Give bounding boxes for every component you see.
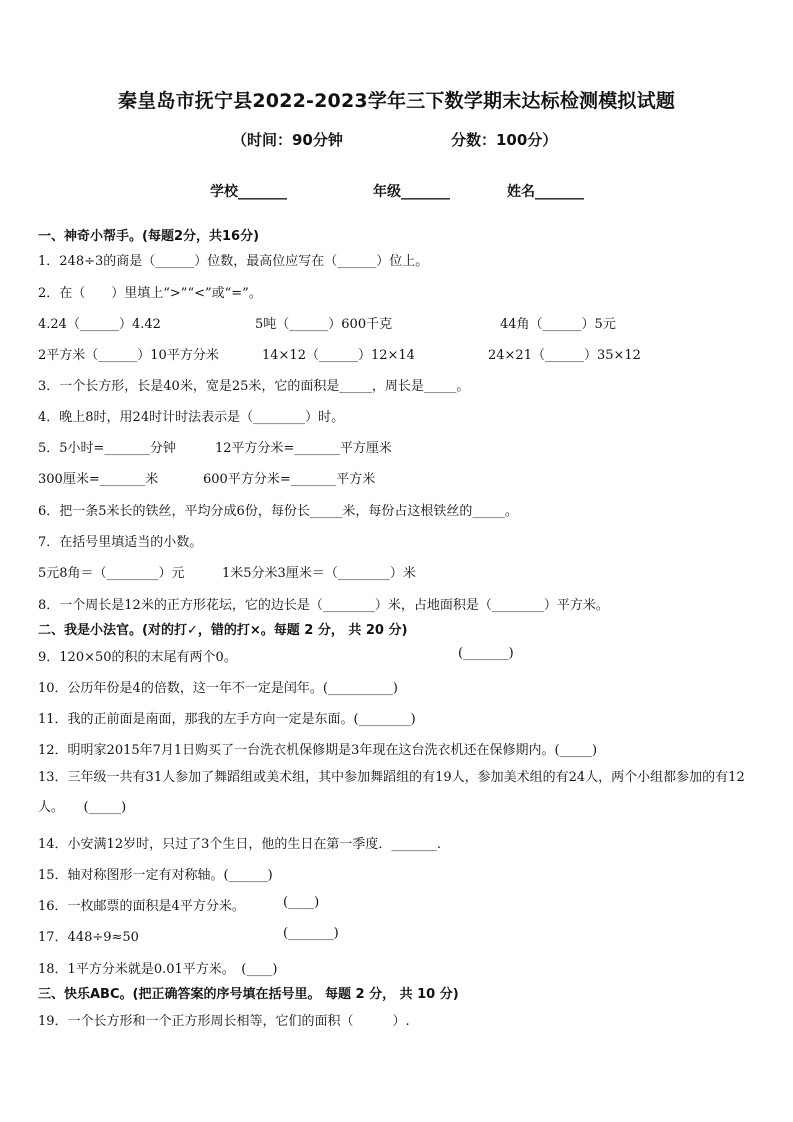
section-2-heading: 二、我是小法官。(对的打✓，错的打×。每题 2 分， 共 20 分) xyxy=(38,623,408,638)
question-10: 10．公历年份是4的倍数，这一年不一定是闰年。(__________) xyxy=(38,681,398,696)
school-field: 学校_______ xyxy=(210,184,287,200)
section-3-heading: 三、快乐ABC。(把正确答案的序号填在括号里。 每题 2 分， 共 10 分) xyxy=(38,987,459,1002)
name-field: 姓名_______ xyxy=(507,184,584,200)
question-5c: 300厘米=_______米 xyxy=(38,472,159,487)
page-title: 秦皇岛市抚宁县2022-2023学年三下数学期末达标检测模拟试题 xyxy=(117,90,676,112)
question-2b: 5吨（______）600千克 xyxy=(255,317,393,332)
question-2d: 2平方米（______）10平方分米 xyxy=(38,348,219,363)
question-17-answer: (_______) xyxy=(283,926,339,941)
question-8: 8．一个周长是12米的正方形花坛，它的边长是（________）米，占地面积是（________）平方米。 xyxy=(38,598,609,613)
question-5b: 12平方分米=_______平方厘米 xyxy=(215,441,392,456)
question-2a: 4.24（______）4.42 xyxy=(38,317,161,332)
question-16: 16．一枚邮票的面积是4平方分米。 xyxy=(38,899,245,914)
question-4: 4．晚上8时，用24时计时法表示是（________）时。 xyxy=(38,410,345,425)
question-17: 17．448÷9≈50 xyxy=(38,930,139,945)
question-19: 19．一个长方形和一个正方形周长相等，它们的面积（ ）. xyxy=(38,1014,410,1029)
question-13: 13．三年级一共有31人参加了舞蹈组或美术组，其中参加舞蹈组的有19人，参加美术组的有24人，两个小组都参加的有12人。 (_____) xyxy=(38,770,745,815)
question-7: 7．在括号里填适当的小数。 xyxy=(38,535,203,550)
question-2c: 44角（______）5元 xyxy=(500,317,616,332)
exam-time: （时间：90分钟 xyxy=(232,131,343,149)
question-16-answer: (____) xyxy=(283,895,320,910)
question-15: 15．轴对称图形一定有对称轴。(______) xyxy=(38,868,273,883)
section-1-heading: 一、神奇小帮手。(每题2分，共16分) xyxy=(38,229,260,244)
question-18: 18．1平方分米就是0.01平方米。 (____) xyxy=(38,962,278,977)
question-12: 12．明明家2015年7月1日购买了一台洗衣机保修期是3年现在这台洗衣机还在保修期内。(_____) xyxy=(38,743,598,758)
question-5a: 5．5小时=_______分钟 xyxy=(38,441,176,456)
question-14: 14．小安满12岁时，只过了3个生日，他的生日在第一季度．_______. xyxy=(38,837,441,852)
exam-score: 分数：100分） xyxy=(451,131,558,149)
question-1: 1．248÷3的商是（______）位数，最高位应写在（______）位上。 xyxy=(38,254,429,269)
grade-field: 年级_______ xyxy=(373,184,450,200)
question-7a: 5元8角＝（________）元 xyxy=(38,566,185,581)
question-11: 11．我的正前面是南面，那我的左手方向一定是东面。(________) xyxy=(38,712,416,727)
question-9-answer: (_______) xyxy=(458,646,514,661)
question-6: 6．把一条5米长的铁丝，平均分成6份，每份长_____米，每份占这根铁丝的_____。 xyxy=(38,504,518,519)
question-2: 2．在（ ）里填上“>”“<”或“=”。 xyxy=(38,286,262,301)
question-2f: 24×21（______）35×12 xyxy=(488,348,641,363)
question-9: 9．120×50的积的末尾有两个0。 xyxy=(38,650,237,665)
question-3: 3．一个长方形，长是40米，宽是25米，它的面积是_____，周长是_____。 xyxy=(38,379,470,394)
question-5d: 600平方分米=_______平方米 xyxy=(203,472,376,487)
question-7b: 1米5分米3厘米＝（________）米 xyxy=(222,566,416,581)
question-2e: 14×12（______）12×14 xyxy=(262,348,415,363)
